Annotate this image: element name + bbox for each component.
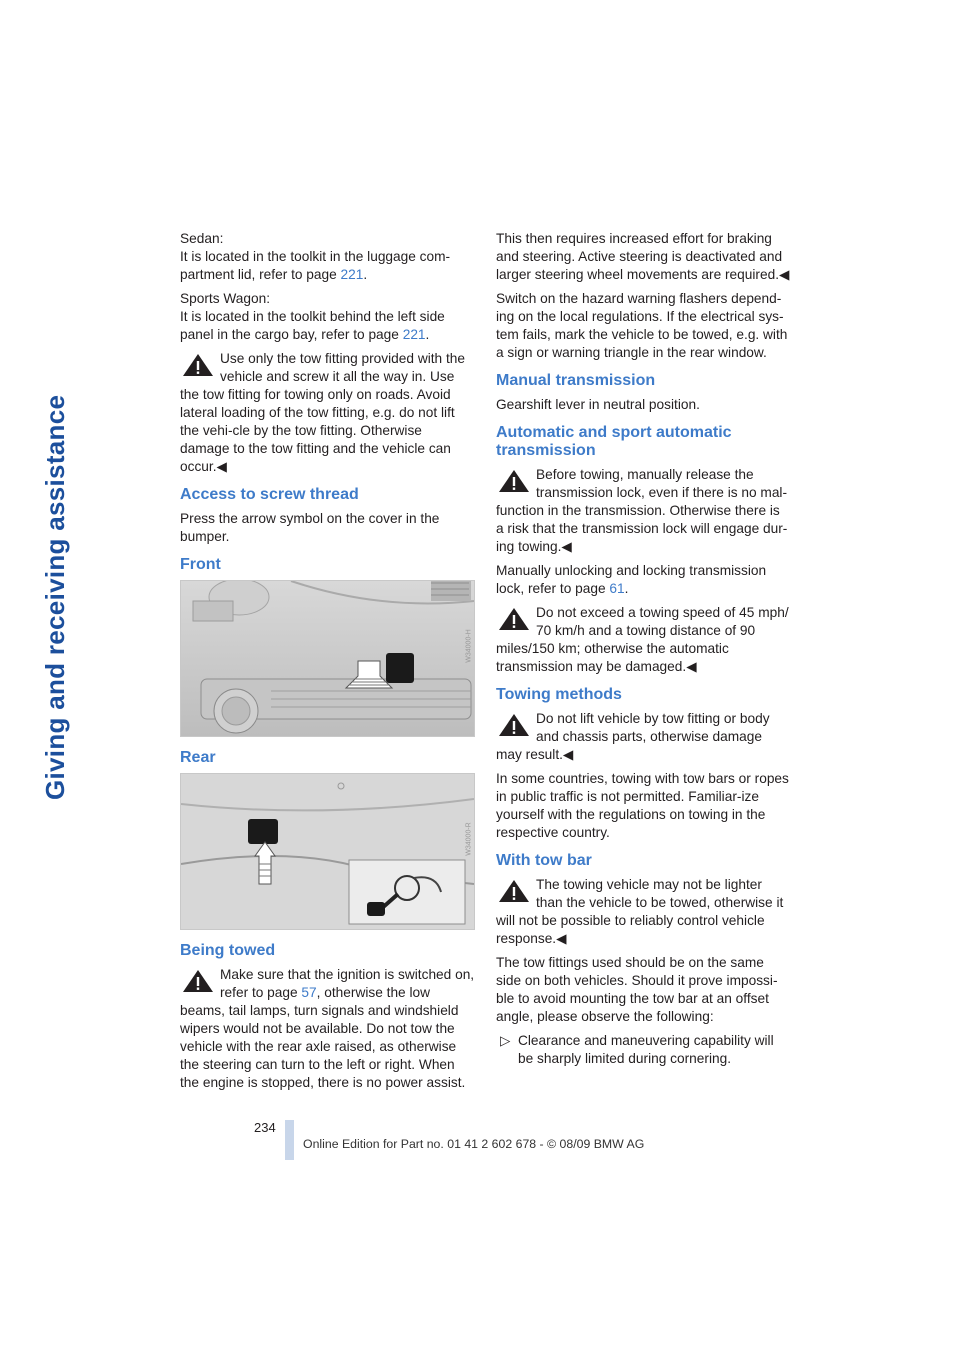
page-link-221a[interactable]: 221 [340, 267, 364, 282]
chapter-side-title [0, 0, 150, 800]
heading-being-towed: Being towed [180, 942, 276, 959]
left-column [180, 230, 475, 1098]
unlock-text-end: . [624, 581, 629, 596]
heading-front: Front [180, 556, 221, 573]
right-column [496, 230, 791, 1074]
warning-triangle-icon [496, 712, 532, 738]
page-number: 234 [254, 1120, 276, 1135]
sedan-text-end: . [363, 267, 368, 282]
warning-text: Before towing, manually release the transmission lock, even if there is no mal-function in the transmission. Otherwise there is a risk that the transmission lock will engage dur-ing towing.◀ [496, 467, 788, 554]
page-link-61[interactable]: 61 [609, 581, 625, 596]
countries-paragraph: In some countries, towing with tow bars or ropes in public traffic is not permitted. Familiar-ize yourself with the regulations on towing in the respective country. [496, 771, 789, 840]
wagon-text: It is located in the toolkit behind the left side panel in the cargo bay, refer to page [180, 309, 445, 342]
front-bumper-illustration [181, 581, 474, 736]
warning-triangle-icon [496, 468, 532, 494]
warning-towing-speed [496, 604, 791, 676]
manual-text: Gearshift lever in neutral position. [496, 397, 700, 412]
sedan-text: It is located in the toolkit in the luggage com-partment lid, refer to page [180, 249, 451, 282]
warning-lift-vehicle [496, 710, 791, 764]
footer-accent-bar [285, 1120, 294, 1160]
warning-text: Do not exceed a towing speed of 45 mph/ 70 km/h and a towing distance of 90 miles/150 km; otherwise the automatic transmission may be damaged.◀ [496, 605, 789, 674]
bullet-arrow-icon: ▷ [500, 1033, 511, 1048]
sedan-paragraph [180, 230, 475, 284]
fittings-paragraph: The tow fittings used should be on the same side on both vehicles. Should it prove impossi-ble to avoid mounting the tow bar at an offset angle, please observe the following: [496, 955, 778, 1024]
warning-transmission-lock [496, 466, 791, 556]
unlock-text: Manually unlocking and locking transmission lock, refer to page [496, 563, 767, 596]
heading-with-tow-bar: With tow bar [496, 852, 592, 869]
warning-triangle-icon [496, 606, 532, 632]
rear-bumper-figure [180, 773, 475, 930]
warning-text: Do not lift vehicle by tow fitting or body and chassis parts, otherwise damage may result.◀ [496, 711, 770, 762]
warning-tow-fitting [180, 350, 475, 476]
heading-automatic-transmission: Automatic and sport automatic transmission [496, 424, 732, 459]
chapter-title-text: Giving and receiving assistance [40, 394, 70, 800]
warning-text: Make sure that the ignition is switched on, refer to page [220, 967, 475, 1000]
heading-rear: Rear [180, 749, 216, 766]
page-link-221b[interactable]: 221 [402, 327, 426, 342]
wagon-paragraph [180, 290, 475, 344]
figure-code-front: W34000-H [465, 629, 473, 663]
access-text: Press the arrow symbol on the cover in the bumper. [180, 511, 440, 544]
list-item [496, 1032, 791, 1068]
warning-towing-vehicle-weight [496, 876, 791, 948]
bullet-text: Clearance and maneuvering capability will be sharply limited during cornering. [518, 1033, 774, 1066]
heading-towing-methods: Towing methods [496, 686, 622, 703]
warning-triangle-icon [180, 352, 216, 378]
page-link-57[interactable]: 57 [301, 985, 317, 1000]
warning-text-cont: , otherwise the low beams, tail lamps, turn signals and windshield wipers would not be available. Do not tow the vehicle with the rear axle raised, as otherwise the steering can turn to the left or right. When the engine is stopped, there is no power assist. [180, 985, 466, 1090]
warning-triangle-icon [180, 968, 216, 994]
rear-bumper-illustration [181, 774, 474, 929]
steering-paragraph: This then requires increased effort for braking and steering. Active steering is deactivated and larger steering wheel movements are required.◀ [496, 231, 790, 282]
sedan-label: Sedan: [180, 231, 224, 246]
warning-text: The towing vehicle may not be lighter than the vehicle to be towed, otherwise it will not be possible to reliably control vehicle response.◀ [496, 877, 784, 946]
warning-triangle-icon [496, 878, 532, 904]
warning-ignition [180, 966, 475, 1092]
heading-manual-transmission: Manual transmission [496, 372, 656, 389]
wagon-label: Sports Wagon: [180, 291, 271, 306]
front-bumper-figure [180, 580, 475, 737]
figure-code-rear: W34000-R [465, 822, 473, 856]
warning-text: Use only the tow fitting provided with the vehicle and screw it all the way in. Use the tow fitting for towing only on roads. Avoid lateral loading of the tow fitting, e.g. do not lift the vehi-cle by the tow fitting. Otherwise damage to the tow fitting and the vehicle can occur.◀ [180, 351, 465, 474]
edition-footer: Online Edition for Part no. 01 41 2 602 678 - © 08/09 BMW AG [303, 1137, 645, 1151]
wagon-text-end: . [425, 327, 430, 342]
heading-access-screw-thread: Access to screw thread [180, 486, 359, 503]
unlock-paragraph [496, 562, 791, 598]
hazard-paragraph: Switch on the hazard warning flashers depend-ing on the local regulations. If the electrical sys-tem fails, mark the vehicle to be towed, e.g. with a sign or warning triangle in the rear window. [496, 291, 788, 360]
